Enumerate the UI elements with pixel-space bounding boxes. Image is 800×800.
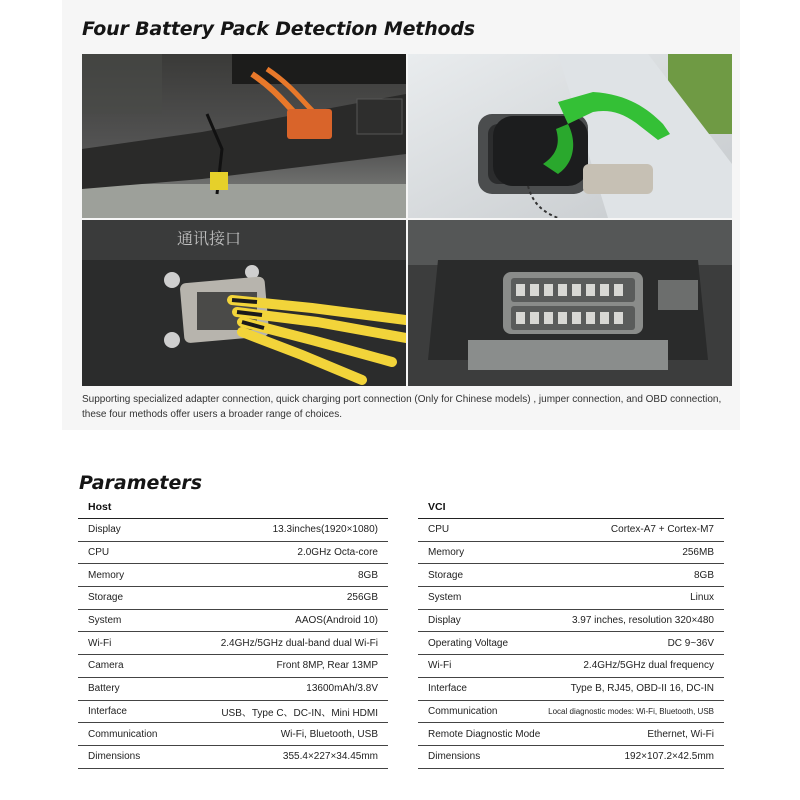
spec-value: 256MB [682, 547, 714, 559]
detection-caption: Supporting specialized adapter connection, quick charging port connection (Only for Chinese models) , jumper connection, and OBD connection, these four methods offer users a broader range of choices. [82, 394, 722, 420]
spec-label: Operating Voltage [428, 637, 509, 649]
spec-label: Wi-Fi [428, 660, 452, 672]
spec-label: Battery [88, 683, 120, 695]
spec-row [418, 723, 724, 746]
spec-row [418, 542, 724, 565]
parameters-title: Parameters [79, 472, 203, 494]
charging-port-connection-photo [408, 54, 732, 218]
spec-label: Communication [88, 728, 158, 740]
spec-value: 13600mAh/3.8V [306, 683, 378, 695]
spec-row [78, 746, 388, 769]
spec-value: Ethernet, Wi-Fi [647, 728, 714, 740]
spec-label: Memory [428, 547, 465, 559]
spec-value: Wi-Fi, Bluetooth, USB [280, 728, 378, 740]
spec-label: Display [428, 615, 461, 627]
spec-value: Local diagnostic modes: Wi-Fi, Bluetooth, USB [548, 706, 714, 716]
detection-title: Four Battery Pack Detection Methods [82, 18, 475, 40]
spec-row [78, 678, 388, 701]
detection-photo-grid [82, 54, 732, 386]
spec-label: Storage [88, 592, 124, 604]
spec-value: 3.97 inches, resolution 320×480 [571, 615, 714, 627]
spec-value: 8GB [693, 569, 714, 581]
spec-label: System [88, 615, 122, 627]
spec-value: Type B, RJ45, OBD-II 16, DC-IN [570, 683, 714, 695]
spec-value: 8GB [357, 569, 378, 581]
spec-value: 256GB [346, 592, 378, 604]
spec-row [418, 746, 724, 769]
spec-label: System [428, 592, 462, 604]
spec-label: Remote Diagnostic Mode [428, 728, 541, 740]
spec-row [418, 632, 724, 655]
spec-value: 2.4GHz/5GHz dual-band dual Wi-Fi [220, 637, 378, 649]
spec-label: Dimensions [88, 751, 141, 763]
spec-value: AAOS(Android 10) [295, 615, 378, 627]
spec-label: CPU [88, 547, 110, 559]
spec-label: Interface [428, 683, 467, 695]
spec-row [78, 655, 388, 678]
spec-row [418, 519, 724, 542]
spec-row [418, 610, 724, 633]
spec-value: USB、Type C、DC-IN、Mini HDMI [221, 707, 378, 719]
spec-row [78, 632, 388, 655]
spec-label: Storage [428, 569, 464, 581]
spec-label: Communication [428, 705, 498, 717]
jumper-connection-photo [82, 220, 406, 386]
spec-row [78, 723, 388, 746]
spec-label: Interface [88, 705, 127, 717]
spec-value: Cortex-A7 + Cortex-M7 [610, 524, 714, 536]
spec-value: 192×107.2×42.5mm [624, 751, 714, 763]
spec-row [418, 587, 724, 610]
obd-connection-photo [408, 220, 732, 386]
vci-spec-table [418, 497, 724, 769]
spec-row [78, 587, 388, 610]
spec-value: DC 9~36V [667, 637, 714, 649]
spec-label: Display [88, 524, 121, 536]
spec-row [78, 701, 388, 724]
spec-row [78, 519, 388, 542]
spec-label: Memory [88, 569, 125, 581]
spec-label: Wi-Fi [88, 637, 112, 649]
spec-row [78, 610, 388, 633]
spec-value: 355.4×227×34.45mm [282, 751, 378, 763]
spec-label: Dimensions [428, 751, 481, 763]
spec-row [78, 542, 388, 565]
host-spec-table [78, 497, 388, 769]
spec-value: Front 8MP, Rear 13MP [276, 660, 378, 672]
jumper-photo-label: 通讯接口 [177, 229, 242, 248]
spec-value: 2.0GHz Octa-core [297, 547, 378, 559]
spec-value: 2.4GHz/5GHz dual frequency [583, 660, 714, 672]
spec-row [78, 564, 388, 587]
spec-row [418, 701, 724, 724]
host-table-heading: Host [78, 497, 388, 519]
spec-label: CPU [428, 524, 450, 536]
spec-value: Linux [690, 592, 714, 604]
adapter-connection-photo [82, 54, 406, 218]
spec-value: 13.3inches(1920×1080) [272, 524, 378, 536]
spec-row [418, 678, 724, 701]
spec-row [418, 564, 724, 587]
spec-row [418, 655, 724, 678]
vci-table-heading: VCI [418, 497, 724, 519]
spec-label: Camera [88, 660, 124, 672]
